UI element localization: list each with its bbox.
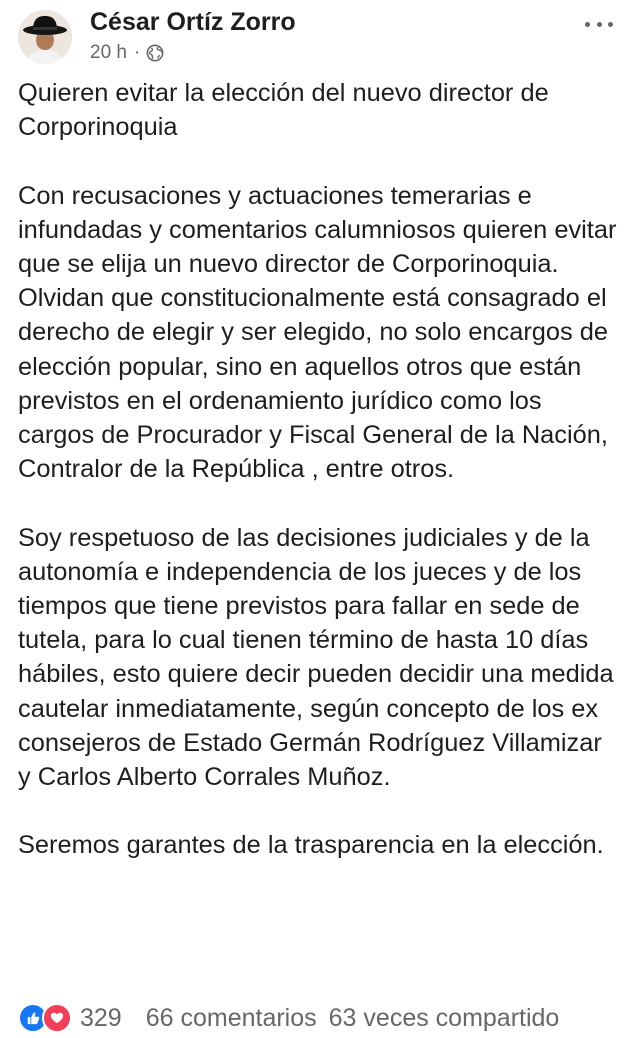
love-icon	[42, 1003, 72, 1033]
post-stats	[18, 998, 631, 1038]
post-paragraph: Soy respetuoso de las decisiones judiciales y de la autonomía e independencia de los jueces y de los tiempos que tiene previstos para fallar en sede de tutela, para lo cual tienen término de hasta 10 días hábiles, esto quiere decir pueden decidir una medida cautelar inmediatamente, según concepto de los ex consejeros de Estado Germán Rodríguez Villamizar y Carlos Alberto Corrales Muñoz.	[18, 523, 614, 792]
avatar-photo	[18, 10, 72, 64]
reactions-count[interactable]: 329	[80, 1003, 122, 1032]
author-name[interactable]: César Ortíz Zorro	[90, 8, 296, 36]
post-body	[18, 76, 618, 863]
post-paragraph: Con recusaciones y actuaciones temerarias e infundadas y comentarios calumniosos quieren evitar que se elija un nuevo director de Corporinoquia. Olvidan que constitucionalmente está consagrado el derecho de elegir y ser elegido, no solo encargos de elección popular, sino en aquellos otros que están previstos en el ordenamiento jurídico como los cargos de Procurador y Fiscal General de la Nación, Contralor de la República , entre otros.	[18, 181, 617, 484]
post-time[interactable]: 20 h	[90, 42, 127, 63]
avatar[interactable]	[18, 10, 72, 64]
globe-icon	[146, 44, 164, 62]
meta-separator: ·	[133, 42, 141, 63]
more-options-icon[interactable]	[585, 12, 613, 36]
post-meta	[90, 42, 164, 64]
reactions-summary[interactable]	[18, 1003, 72, 1033]
post-header	[18, 8, 613, 64]
post-paragraph: Seremos garantes de la trasparencia en la elección.	[18, 831, 604, 860]
comments-link[interactable]: 66 comentarios	[145, 1003, 317, 1032]
post-paragraph: Quieren evitar la elección del nuevo director de Corporinoquia	[18, 79, 549, 142]
shares-link[interactable]: 63 veces compartido	[328, 1003, 560, 1032]
